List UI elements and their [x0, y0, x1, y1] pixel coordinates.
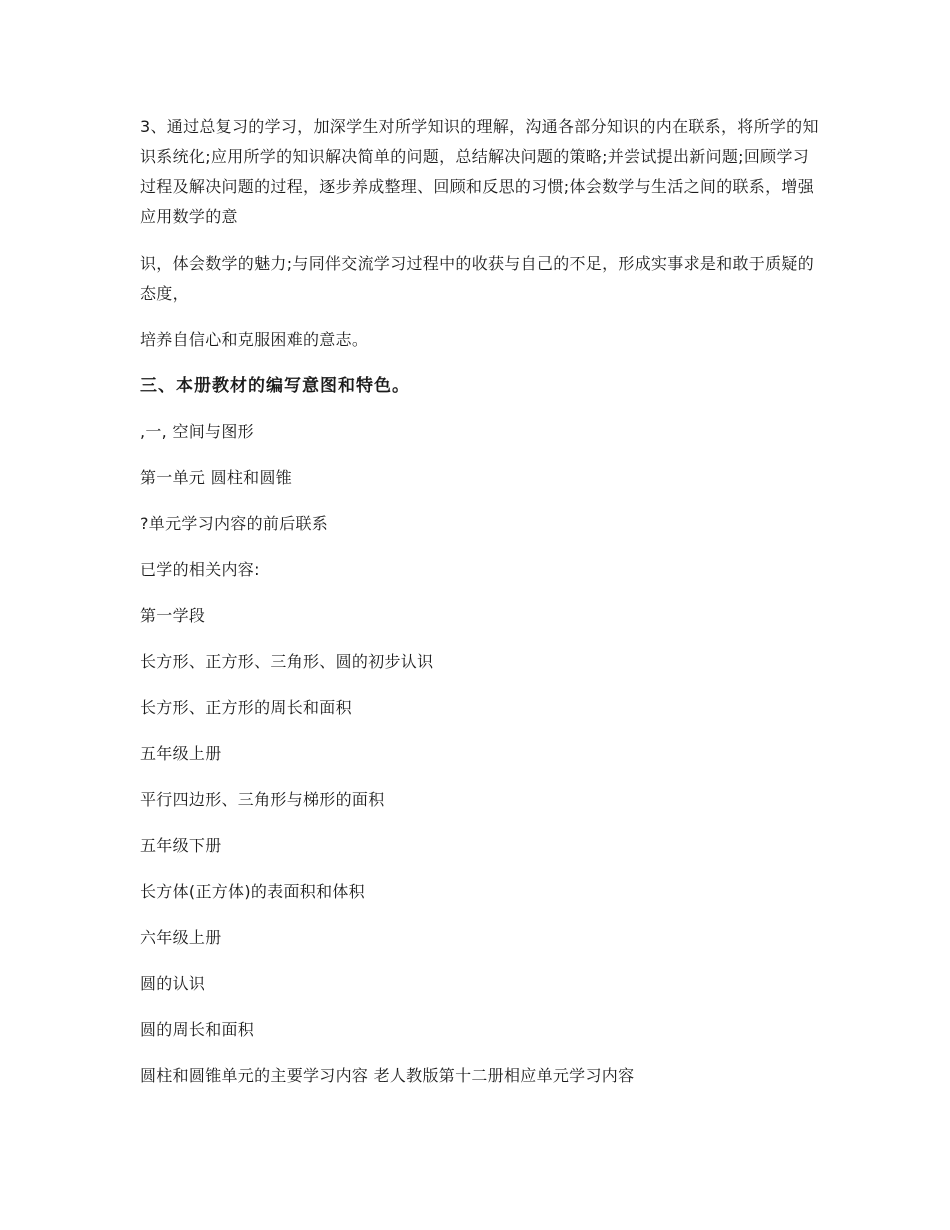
text-line: 长方形、正方形、三角形、圆的初步认识 — [140, 652, 434, 671]
text-line: 圆柱和圆锥单元的主要学习内容 老人教版第十二册相应单元学习内容 — [140, 1066, 635, 1085]
text-line: 长方体(正方体)的表面积和体积 — [140, 882, 365, 901]
text-line: ,一, 空间与图形 — [140, 422, 254, 441]
text-line: 圆的认识 — [140, 974, 206, 993]
text-line: 长方形、正方形的周长和面积 — [140, 698, 352, 717]
text-line: 平行四边形、三角形与梯形的面积 — [140, 790, 385, 809]
section-heading: 三、本册教材的编写意图和特色。 — [140, 376, 410, 396]
paragraph-goal-3: 3、通过总复习的学习，加深学生对所学知识的理解，沟通各部分知识的内在联系，将所学的知识系统化;应用所学的知识解决简单的问题，总结解决问题的策略;并尝试提出新问题;回顾学习过程及解决问题的过程，逐步养成整理、回顾和反思的习惯;体会数学与生活之间的联系，增强应用数学的意 — [140, 117, 819, 226]
text-line: 第一单元 圆柱和圆锥 — [140, 468, 293, 487]
text-line: 五年级下册 — [140, 836, 222, 855]
paragraph-goal-3-continued: 识，体会数学的魅力;与同伴交流学习过程中的收获与自己的不足，形成实事求是和敢于质疑的态度， — [140, 254, 814, 303]
text-line: 六年级上册 — [140, 928, 222, 947]
text-line: 圆的周长和面积 — [140, 1020, 255, 1039]
text-line: 已学的相关内容: — [140, 560, 260, 579]
paragraph-goal-3-end: 培养自信心和克服困难的意志。 — [140, 330, 369, 349]
text-line: 第一学段 — [140, 606, 206, 625]
text-line: 五年级上册 — [140, 744, 222, 763]
document-body — [140, 112, 820, 1107]
text-line: ?单元学习内容的前后联系 — [140, 514, 329, 533]
